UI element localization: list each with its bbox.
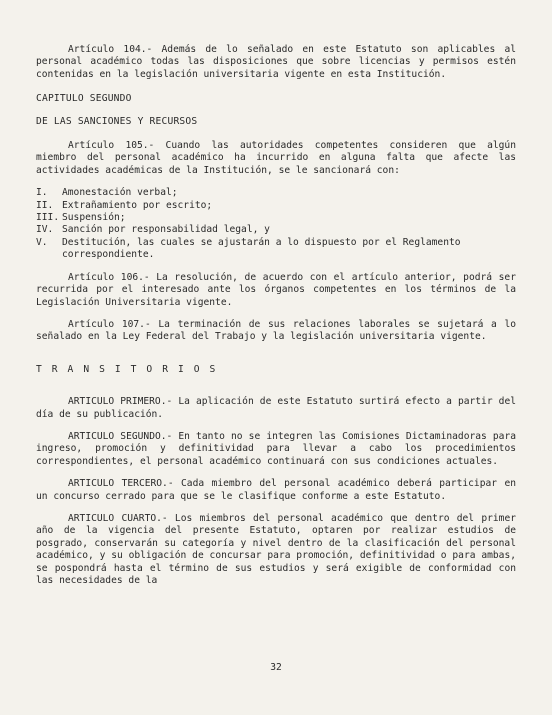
list-item: V. Destitución, las cuales se ajustarán a lo dispuesto por el Reglamento correspondiente.: [36, 236, 461, 261]
list-item: II. Extrañamiento por escrito;: [36, 199, 213, 211]
article-104: Artículo 104.- Además de lo señalado en este Estatuto son aplicables al personal académico todas las disposiciones que sobre licencias y permisos estén contenidas en la legislación universitaria vigente en esta Institución.: [36, 44, 516, 80]
list-item: III. Suspensión;: [36, 212, 126, 224]
transitorio-segundo: ARTICULO SEGUNDO.- En tanto no se integren las Comisiones Dictaminadoras para ingreso, promoción y definitividad para llevar a cabo los procedimientos correspondientes, el personal académico continuará con sus condiciones actuales.: [36, 430, 516, 467]
chapter-heading: CAPITULO SEGUNDO: [36, 93, 132, 105]
page-number: 32: [270, 662, 282, 673]
transitorio-primero: ARTICULO PRIMERO.- La aplicación de este Estatuto surtirá efecto a partir del día de su publicación.: [36, 396, 516, 420]
sanctions-list: [36, 187, 516, 261]
transitorios-heading: TRANSITORIOS: [36, 363, 226, 375]
transitorio-tercero: ARTICULO TERCERO.- Cada miembro del personal académico deberá participar en un concurso cerrado para que se le clasifique conforme a este Estatuto.: [36, 478, 516, 502]
article-106: Artículo 106.- La resolución, de acuerdo con el artículo anterior, podrá ser recurrida por el interesado ante los órganos competentes en los términos de la Legislación Universitaria vigente.: [36, 271, 516, 308]
chapter-title: DE LAS SANCIONES Y RECURSOS: [36, 115, 198, 127]
article-105: Artículo 105.- Cuando las autoridades competentes consideren que algún miembro del personal académico ha incurrido en alguna falta que afecte las actividades académicas de la Institución, se le sancionará con:: [36, 140, 516, 176]
list-item: I. Amonestación verbal;: [36, 187, 178, 199]
list-item: IV. Sanción por responsabilidad legal, y: [36, 224, 270, 236]
article-107: Artículo 107.- La terminación de sus relaciones laborales se sujetará a lo señalado en la Ley Federal del Trabajo y la legislación universitaria vigente.: [36, 318, 516, 343]
transitorio-cuarto: ARTICULO CUARTO.- Los miembros del personal académico que dentro del primer año de la vigencia del presente Estatuto, optaren por realizar estudios de posgrado, conservarán su categoría y nivel dentro de la clasificación del personal académico, y su obligación de concursar para promoción, definitividad o para ambas, se pospondrá hasta el término de sus estudios y será exigible de conformidad con las necesidades de la: [36, 512, 516, 586]
